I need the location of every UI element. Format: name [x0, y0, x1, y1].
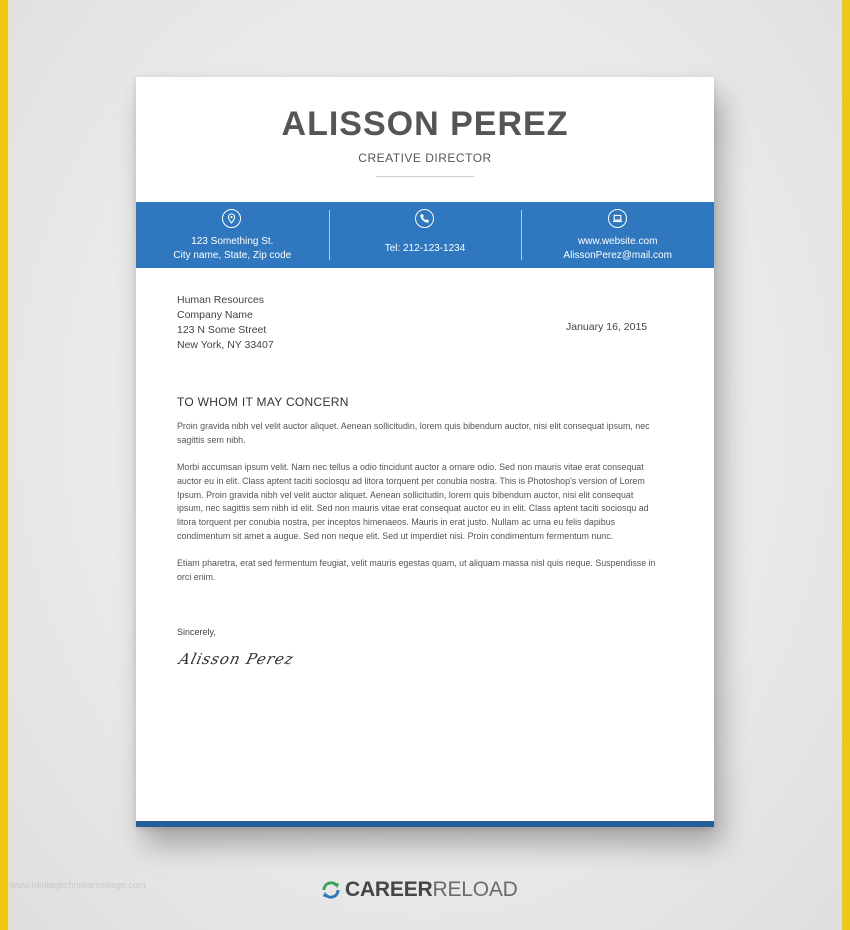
recipient-line-1: Human Resources — [177, 294, 264, 306]
logo-wordmark — [345, 877, 518, 903]
recipient-line-3: 123 N Some Street — [177, 324, 267, 336]
paragraph-3: Etiam pharetra, erat sed fermentum feugiat, velit mauris egestas quam, ut aliquam massa nisl quis neque. Suspendisse in orci enim. — [177, 558, 656, 582]
job-title: CREATIVE DIRECTOR — [358, 151, 492, 165]
logo-text-career: CAREER — [345, 878, 433, 901]
address-line-2: City name, State, Zip code — [173, 250, 292, 261]
location-pin-icon — [222, 209, 241, 228]
title-divider — [376, 176, 474, 177]
contact-phone — [329, 202, 522, 268]
contact-web — [521, 202, 714, 268]
refresh-arrows-icon — [320, 879, 342, 901]
recipient-line-2: Company Name — [177, 309, 253, 321]
letter-body — [177, 420, 660, 598]
contact-address — [136, 202, 329, 268]
cover-letter-page — [136, 77, 714, 827]
phone-number: Tel: 212-123-1234 — [384, 243, 466, 254]
recipient-address — [177, 293, 274, 353]
website: www.website.com — [577, 236, 658, 247]
letter-date: January 16, 2015 — [566, 321, 648, 333]
applicant-name: ALISSON PEREZ — [281, 105, 569, 143]
laptop-icon — [608, 209, 627, 228]
recipient-line-4: New York, NY 33407 — [177, 339, 274, 351]
contact-band — [136, 202, 714, 268]
handwritten-signature: Alisson Perez — [177, 650, 297, 668]
salutation: TO WHOM IT MAY CONCERN — [177, 395, 349, 409]
footer-bar — [136, 821, 714, 827]
paragraph-2: Morbi accumsan ipsum velit. Nam nec tellus a odio tincidunt auctor a ornare odio. Sed non mauris vitae erat consequat auctor eu in elit. Class aptent taciti sociosqu ad litora torquent per conubia nostra. This is Photoshop's version of Lorem Ipsum. Proin gravida nibh vel velit auctor aliquet. Aenean sollicitudin, lorem quis bibendum auctor, nisi elit consequat ipsum, nec sagittis sem nibh id elit. Sed non mauris vitae erat consequat auctor eu in elit. Class aptent taciti sociosqu ad litora torquent per conubia nostra, per inceptos himenaeos. Mauris in erat justo. Nullam ac urna eu felis dapibus condimentum sit amet a augue. Sed non neque elit. Sed ut imperdiet nisi. Proin condimentum fermentum nunc. — [177, 462, 649, 541]
address-line-1: 123 Something St. — [191, 236, 274, 247]
paragraph-1: Proin gravida nibh vel velit auctor aliquet. Aenean sollicitudin, lorem quis bibendum auctor, nisi elit consequat ipsum, nec sagittis sem nibh. — [177, 421, 650, 445]
watermark: www.heritagechristiancollege.com — [10, 880, 146, 890]
closing: Sincerely, — [177, 627, 216, 637]
phone-icon — [415, 209, 434, 228]
email: AlissonPerez@mail.com — [563, 250, 672, 261]
logo-text-reload: RELOAD — [432, 878, 518, 901]
